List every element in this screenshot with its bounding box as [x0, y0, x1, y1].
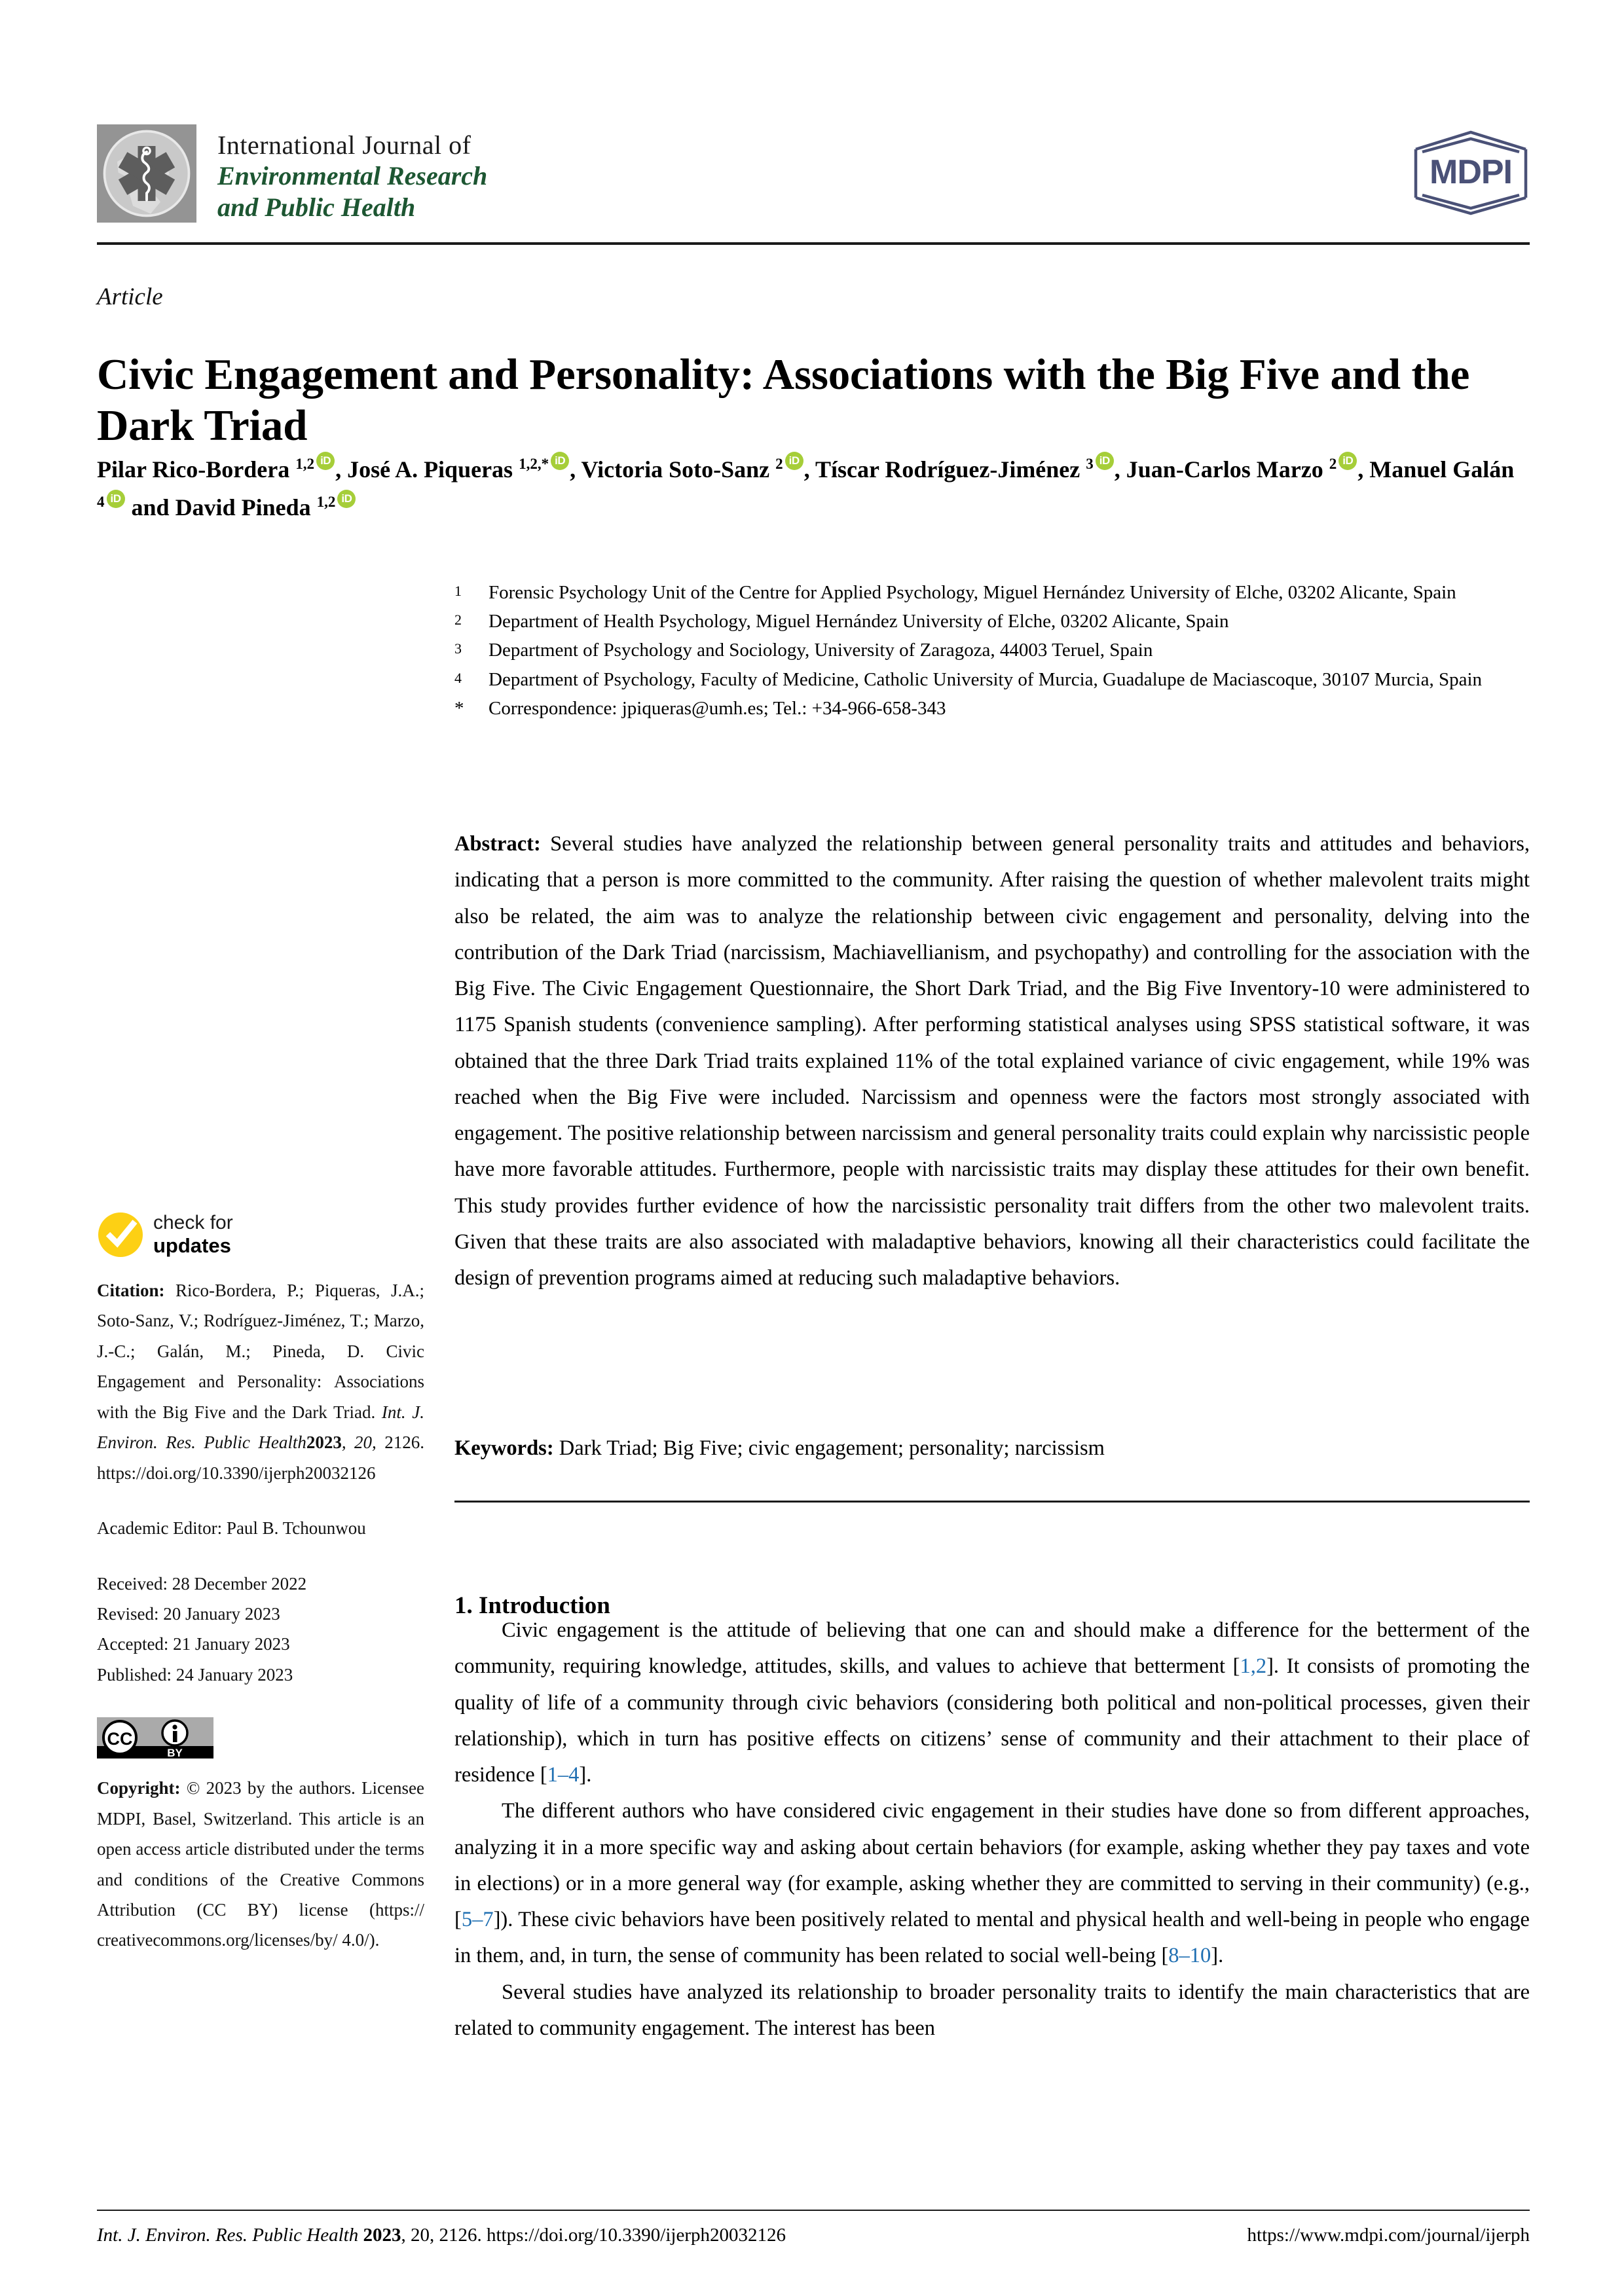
journal-logo-icon	[97, 124, 196, 223]
spacer	[97, 1544, 424, 1569]
author-affiliation-mark: 2	[775, 455, 783, 472]
creative-commons-icon[interactable]	[97, 1717, 213, 1758]
introduction-body	[454, 1613, 1530, 2047]
footer-rest: , 20, 2126. https://doi.org/10.3390/ijerph20032126	[401, 2225, 786, 2246]
citation-page: 2126.	[384, 1432, 425, 1453]
affiliation-text: Department of Health Psychology, Miguel Hernández University of Elche, 03202 Alicante, Spain	[489, 611, 1229, 632]
affiliation-mark: 1	[454, 583, 462, 599]
author-affiliation-mark: 1,2	[316, 493, 336, 511]
keywords-block	[454, 1430, 1530, 1467]
author-separator: ,	[1114, 456, 1126, 483]
affiliation-item	[454, 608, 1528, 635]
orcid-icon[interactable]	[785, 452, 803, 470]
footer-divider	[97, 2210, 1530, 2211]
affiliation-text: Department of Psychology, Faculty of Medicine, Catholic University of Murcia, Guadalupe de Maciascoque, 30107 Murcia, Spain	[489, 668, 1483, 690]
footer-url[interactable]: https://www.mdpi.com/journal/ijerph	[1247, 2225, 1530, 2246]
keywords-divider	[454, 1501, 1530, 1503]
publication-dates	[97, 1569, 424, 1690]
citation-link[interactable]: 1,2	[1240, 1654, 1267, 1679]
abstract-block	[454, 826, 1530, 1296]
orcid-icon[interactable]	[337, 490, 356, 508]
orcid-icon[interactable]	[107, 490, 125, 508]
publication-date: Revised: 20 January 2023	[97, 1603, 280, 1624]
author-name: David Pineda	[175, 494, 317, 521]
journal-header	[97, 124, 1530, 239]
author-name: José A. Piqueras	[347, 456, 519, 483]
mdpi-logo-icon	[1412, 130, 1530, 216]
affiliation-mark: 4	[454, 669, 462, 686]
abstract-label: Abstract:	[454, 832, 541, 856]
citation-block	[97, 1275, 424, 1488]
journal-name-line3: and Public Health	[217, 192, 416, 223]
author-separator: ,	[1357, 456, 1370, 483]
paragraph: The different authors who have considered civic engagement in their studies have done so from different approaches, analyzing it in a more specific way and asking about certain behaviors (for example, asking whether they pay taxes and vote in elections) or in a more general way (for example, asking whether they are committed to serving in their community) (e.g., [5–7]). These civic behaviors have been positively related to mental and physical health and well-being in people who engage in them, and, in turn, the sense of community has been related to social well-being [8–10].	[454, 1799, 1530, 1968]
keywords-label: Keywords:	[454, 1436, 554, 1460]
paragraph: Several studies have analyzed its relationship to broader personality traits to identify the main characteristics that are related to community engagement. The interest has been	[454, 1980, 1530, 2040]
citation-doi[interactable]: https://doi.org/10.3390/ijerph20032126	[97, 1463, 376, 1483]
page-footer	[97, 2225, 1530, 2246]
author-name: Tíscar Rodríguez-Jiménez	[815, 456, 1086, 483]
citation-link[interactable]: 1–4	[547, 1763, 580, 1787]
copyright-text: © 2023 by the authors. Licensee MDPI, Basel, Switzerland. This article is an open access article distributed under the terms and conditions of the Creative Commons Attribution (CC BY) license (https:// creativecommons.org/licenses/by/ 4.0/).	[97, 1778, 425, 1950]
svg-text:MDPI: MDPI	[1430, 153, 1512, 191]
cfu-line1: check for	[153, 1211, 233, 1233]
header-divider	[97, 242, 1530, 245]
author-separator: and	[125, 494, 175, 521]
publication-date: Published: 24 January 2023	[97, 1664, 293, 1685]
citation-journal: Int. J. Environ. Res. Public Health	[97, 1402, 425, 1453]
copyright-label: Copyright:	[97, 1778, 181, 1798]
affiliation-list	[454, 579, 1528, 724]
affiliation-item	[454, 695, 1528, 722]
affiliation-text: Correspondence: jpiqueras@umh.es; Tel.: +34-966-658-343	[489, 697, 946, 719]
check-for-updates-text	[153, 1212, 233, 1258]
affiliation-item	[454, 637, 1528, 664]
orcid-icon[interactable]	[1338, 452, 1357, 470]
affiliation-item	[454, 666, 1528, 693]
journal-name-line1: International Journal of	[217, 130, 471, 160]
section-heading-introduction: 1. Introduction	[454, 1592, 610, 1619]
footer-year: 2023	[363, 2225, 401, 2246]
citation-label: Citation:	[97, 1281, 165, 1300]
affiliation-item	[454, 579, 1528, 606]
article-type-label: Article	[97, 283, 163, 310]
cfu-line2: updates	[153, 1234, 231, 1258]
journal-name-line2: Environmental Research	[217, 161, 488, 191]
abstract-text: Several studies have analyzed the relationship between general personality traits and attitudes and behaviors, indicating that a person is more committed to the community. After raising the question of whether malevolent traits might also be related, the aim was to analyze the relationship between civic engagement and personality, delving into the contribution of the Dark Triad (narcissism, Machiavellianism, and psychopathy) and controlling for the association with the Big Five. The Civic Engagement Questionnaire, the Short Dark Triad, and the Big Five Inventory-10 were administered to 1175 Spanish students (convenience sampling). After performing statistical analyses using SPSS statistical software, it was obtained that the three Dark Triad traits explained 11% of the total explained variance of civic engagement, while 19% was reached when the Big Five were included. Narcissism and openness were the factors most strongly associated with engagement. The positive relationship between narcissism and general personality traits could explain why narcissistic people have more favorable attitudes. Furthermore, people with narcissistic traits may display these attitudes for their own benefit. This study provides further evidence of how the narcissistic personality trait differs from the other two malevolent traits. Given that these traits are also associated with maladaptive behaviors, knowing all their characteristics could facilitate the design of prevention programs aimed at reducing such maladaptive behaviors.	[454, 832, 1530, 1290]
spacer	[97, 1488, 424, 1513]
publication-date: Received: 28 December 2022	[97, 1573, 307, 1594]
svg-text:BY: BY	[167, 1747, 183, 1759]
copyright-block	[97, 1773, 424, 1956]
affiliation-mark: *	[454, 697, 464, 719]
citation-year: 2023	[306, 1432, 342, 1453]
orcid-icon[interactable]	[1096, 452, 1114, 470]
affiliation-mark: 3	[454, 640, 462, 657]
svg-text:CC: CC	[107, 1729, 133, 1749]
author-name: Pilar Rico-Bordera	[97, 456, 296, 483]
sidebar	[97, 1211, 424, 1956]
citation-link[interactable]: 5–7	[461, 1908, 494, 1931]
author-list	[97, 450, 1524, 527]
paragraph: Civic engagement is the attitude of believing that one can and should make a difference for the betterment of the community, requiring knowledge, attitudes, skills, and values to achieve that betterment [1,2]. It consists of promoting the quality of life of a community through civic behaviors (considering both political and non-political processes, given their relationship), which in turn has positive effects on citizens’ sense of community and their attachment to their place of residence [1–4].	[454, 1618, 1530, 1787]
author-name: Victoria Soto-Sanz	[581, 456, 776, 483]
author-name: Manuel Galán	[1369, 456, 1515, 483]
footer-citation	[97, 2225, 786, 2246]
affiliation-mark: 2	[454, 611, 462, 629]
publication-date: Accepted: 21 January 2023	[97, 1634, 290, 1654]
checkmark-icon	[97, 1211, 144, 1258]
affiliation-text: Forensic Psychology Unit of the Centre for Applied Psychology, Miguel Hernández University of Elche, 03202 Alicante, Spain	[489, 582, 1456, 603]
author-affiliation-mark: 3	[1086, 455, 1094, 472]
orcid-icon[interactable]	[316, 452, 335, 470]
author-name: Juan-Carlos Marzo	[1126, 456, 1329, 483]
citation-link[interactable]: 8–10	[1168, 1944, 1211, 1968]
check-for-updates-badge[interactable]	[97, 1211, 424, 1258]
affiliation-text: Department of Psychology and Sociology, University of Zaragoza, 44003 Teruel, Spain	[489, 640, 1153, 661]
keywords-text: Dark Triad; Big Five; civic engagement; personality; narcissism	[559, 1436, 1105, 1460]
journal-brand	[97, 124, 487, 223]
citation-volume: , 20,	[341, 1432, 377, 1453]
author-affiliation-mark: 1,2	[295, 455, 315, 472]
journal-title-block	[217, 124, 487, 223]
footer-journal: Int. J. Environ. Res. Public Health	[97, 2225, 359, 2246]
author-affiliation-mark: 2	[1329, 455, 1337, 472]
citation-authors: Rico-Bordera, P.; Piqueras, J.A.; Soto-Sanz, V.; Rodríguez-Jiménez, T.; Marzo, J.-C.; Galán, M.; Pineda, D. Civic Engagement and Personality: Associations with the Big Five and the Dark Triad.	[97, 1281, 424, 1422]
author-affiliation-mark: 1,2,*	[519, 455, 549, 472]
author-separator: ,	[803, 456, 816, 483]
orcid-icon[interactable]	[551, 452, 569, 470]
author-separator: ,	[335, 456, 348, 483]
page-title: Civic Engagement and Personality: Associations with the Big Five and the Dark Triad	[97, 350, 1470, 450]
academic-editor: Academic Editor: Paul B. Tchounwou	[97, 1518, 366, 1539]
author-affiliation-mark: 4	[97, 493, 105, 511]
author-separator: ,	[570, 456, 581, 483]
